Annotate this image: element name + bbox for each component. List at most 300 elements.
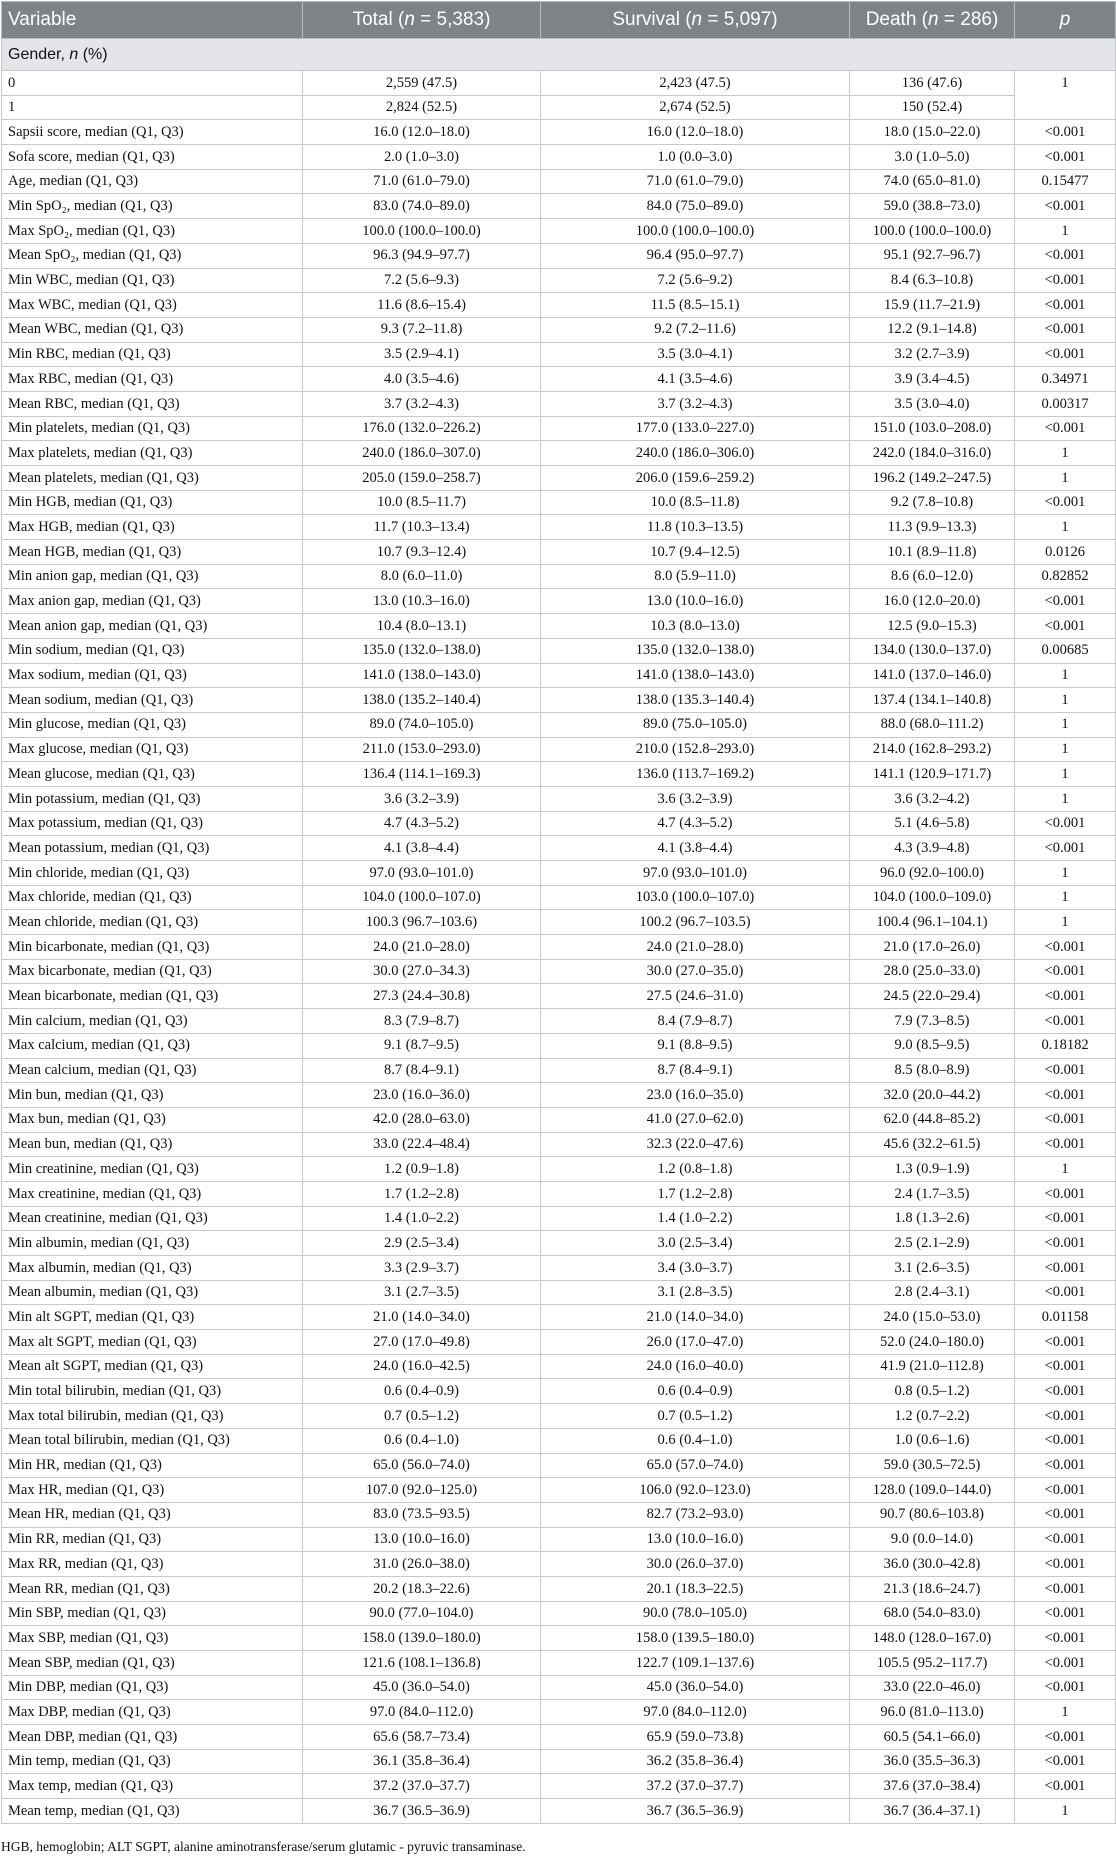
cell-variable: Min platelets, median (Q1, Q3) [2,416,303,441]
cell-survival: 27.5 (24.6–31.0) [541,984,850,1009]
cell-p-value: <0.001 [1015,1502,1116,1527]
cell-variable: Min RBC, median (Q1, Q3) [2,342,303,367]
table-row [2,71,1116,96]
table-row [2,268,1116,293]
table-row [2,1157,1116,1182]
cell-variable: Max temp, median (Q1, Q3) [2,1774,303,1799]
table-row [2,984,1116,1009]
cell-survival: 240.0 (186.0–306.0) [541,441,850,466]
cell-variable: Max potassium, median (Q1, Q3) [2,811,303,836]
cell-p-value: <0.001 [1015,342,1116,367]
cell-variable: Min temp, median (Q1, Q3) [2,1749,303,1774]
cell-total: 2.9 (2.5–3.4) [303,1231,541,1256]
cell-p-value: 1 [1015,762,1116,787]
table-row [2,466,1116,491]
cell-survival: 0.6 (0.4–1.0) [541,1428,850,1453]
cell-survival: 1.4 (1.0–2.2) [541,1206,850,1231]
cell-variable: 1 [2,95,303,120]
cell-death: 100.0 (100.0–100.0) [850,219,1015,244]
cell-survival: 141.0 (138.0–143.0) [541,663,850,688]
cell-p-value: <0.001 [1015,1675,1116,1700]
table-row [2,441,1116,466]
cell-survival: 1.2 (0.8–1.8) [541,1157,850,1182]
cell-total: 31.0 (26.0–38.0) [303,1552,541,1577]
cell-death: 90.7 (80.6–103.8) [850,1502,1015,1527]
cell-death: 8.4 (6.3–10.8) [850,268,1015,293]
table-row [2,1033,1116,1058]
cell-death: 18.0 (15.0–22.0) [850,120,1015,145]
cell-p-value: <0.001 [1015,614,1116,639]
cell-survival: 158.0 (139.5–180.0) [541,1626,850,1651]
cell-survival: 89.0 (75.0–105.0) [541,712,850,737]
cell-variable: Min sodium, median (Q1, Q3) [2,638,303,663]
table-row [2,490,1116,515]
table-row [2,1527,1116,1552]
cell-p-value: 0.00317 [1015,391,1116,416]
cell-variable: Max alt SGPT, median (Q1, Q3) [2,1330,303,1355]
cell-death: 62.0 (44.8–85.2) [850,1107,1015,1132]
header-survival: Survival (n = 5,097) [541,2,850,39]
table-row [2,712,1116,737]
cell-p-value: <0.001 [1015,1107,1116,1132]
cell-total: 2.0 (1.0–3.0) [303,145,541,170]
cell-total: 97.0 (93.0–101.0) [303,861,541,886]
cell-variable: Max anion gap, median (Q1, Q3) [2,589,303,614]
cell-total: 9.1 (8.7–9.5) [303,1033,541,1058]
cell-variable: Mean glucose, median (Q1, Q3) [2,762,303,787]
cell-death: 2.5 (2.1–2.9) [850,1231,1015,1256]
cell-survival: 26.0 (17.0–47.0) [541,1330,850,1355]
table-row [2,663,1116,688]
cell-variable: Mean bun, median (Q1, Q3) [2,1132,303,1157]
cell-p-value: 0.15477 [1015,169,1116,194]
cell-total: 13.0 (10.3–16.0) [303,589,541,614]
cell-total: 90.0 (77.0–104.0) [303,1601,541,1626]
cell-death: 24.5 (22.0–29.4) [850,984,1015,1009]
cell-total: 24.0 (21.0–28.0) [303,935,541,960]
cell-variable: Min potassium, median (Q1, Q3) [2,786,303,811]
cell-survival: 122.7 (109.1–137.6) [541,1651,850,1676]
cell-p-value: 1 [1015,786,1116,811]
cell-variable: Mean bicarbonate, median (Q1, Q3) [2,984,303,1009]
cell-total: 3.3 (2.9–3.7) [303,1256,541,1281]
cell-variable: Mean anion gap, median (Q1, Q3) [2,614,303,639]
cell-survival: 16.0 (12.0–18.0) [541,120,850,145]
table-row [2,1404,1116,1429]
table-row [2,1132,1116,1157]
cell-death: 3.5 (3.0–4.0) [850,391,1015,416]
cell-total: 9.3 (7.2–11.8) [303,317,541,342]
cell-total: 104.0 (100.0–107.0) [303,885,541,910]
cell-p-value: <0.001 [1015,1256,1116,1281]
cell-death: 36.7 (36.4–37.1) [850,1799,1015,1824]
cell-variable: Max SpO₂, median (Q1, Q3) [2,219,303,244]
cell-total: 65.6 (58.7–73.4) [303,1725,541,1750]
cell-total: 2,824 (52.5) [303,95,541,120]
cell-death: 137.4 (134.1–140.8) [850,688,1015,713]
baseline-characteristics-table [1,1,1116,1824]
cell-total: 3.7 (3.2–4.3) [303,391,541,416]
table-row [2,95,1116,120]
cell-variable: Mean HR, median (Q1, Q3) [2,1502,303,1527]
cell-variable: Mean chloride, median (Q1, Q3) [2,910,303,935]
cell-total: 141.0 (138.0–143.0) [303,663,541,688]
cell-survival: 106.0 (92.0–123.0) [541,1478,850,1503]
cell-variable: Mean DBP, median (Q1, Q3) [2,1725,303,1750]
cell-total: 0.6 (0.4–0.9) [303,1379,541,1404]
cell-variable: Max bun, median (Q1, Q3) [2,1107,303,1132]
cell-total: 11.6 (8.6–15.4) [303,293,541,318]
cell-death: 16.0 (12.0–20.0) [850,589,1015,614]
cell-total: 13.0 (10.0–16.0) [303,1527,541,1552]
cell-survival: 138.0 (135.3–140.4) [541,688,850,713]
table-row [2,1675,1116,1700]
cell-p-value: 1 [1015,1700,1116,1725]
cell-survival: 96.4 (95.0–97.7) [541,243,850,268]
cell-p-value: 1 [1015,219,1116,244]
cell-total: 97.0 (84.0–112.0) [303,1700,541,1725]
cell-total: 100.3 (96.7–103.6) [303,910,541,935]
cell-death: 141.1 (120.9–171.7) [850,762,1015,787]
cell-death: 24.0 (15.0–53.0) [850,1305,1015,1330]
cell-p-value: 0.82852 [1015,564,1116,589]
cell-total: 36.1 (35.8–36.4) [303,1749,541,1774]
cell-death: 136 (47.6) [850,71,1015,96]
cell-p-value: <0.001 [1015,1280,1116,1305]
table-row [2,120,1116,145]
cell-p-value: <0.001 [1015,1453,1116,1478]
cell-variable: Max total bilirubin, median (Q1, Q3) [2,1404,303,1429]
cell-p-value: <0.001 [1015,194,1116,219]
cell-death: 59.0 (30.5–72.5) [850,1453,1015,1478]
cell-death: 11.3 (9.9–13.3) [850,515,1015,540]
cell-death: 7.9 (7.3–8.5) [850,1009,1015,1034]
table-row [2,145,1116,170]
cell-survival: 10.7 (9.4–12.5) [541,540,850,565]
cell-total: 71.0 (61.0–79.0) [303,169,541,194]
cell-total: 96.3 (94.9–97.7) [303,243,541,268]
cell-total: 36.7 (36.5–36.9) [303,1799,541,1824]
cell-p-value: <0.001 [1015,1206,1116,1231]
table-row [2,1231,1116,1256]
cell-survival: 100.0 (100.0–100.0) [541,219,850,244]
cell-survival: 13.0 (10.0–16.0) [541,589,850,614]
cell-death: 9.2 (7.8–10.8) [850,490,1015,515]
cell-p-value: <0.001 [1015,317,1116,342]
table-row [2,638,1116,663]
cell-variable: Mean total bilirubin, median (Q1, Q3) [2,1428,303,1453]
cell-death: 242.0 (184.0–316.0) [850,441,1015,466]
cell-death: 74.0 (65.0–81.0) [850,169,1015,194]
table-row [2,935,1116,960]
cell-death: 45.6 (32.2–61.5) [850,1132,1015,1157]
cell-survival: 45.0 (36.0–54.0) [541,1675,850,1700]
cell-p-value: <0.001 [1015,1379,1116,1404]
cell-p-value: <0.001 [1015,1083,1116,1108]
cell-death: 2.8 (2.4–3.1) [850,1280,1015,1305]
table-row [2,762,1116,787]
cell-variable: Min RR, median (Q1, Q3) [2,1527,303,1552]
cell-survival: 3.7 (3.2–4.3) [541,391,850,416]
cell-death: 3.2 (2.7–3.9) [850,342,1015,367]
cell-total: 33.0 (22.4–48.4) [303,1132,541,1157]
cell-p-value: <0.001 [1015,490,1116,515]
table-row [2,1354,1116,1379]
cell-p-value: 1 [1015,466,1116,491]
cell-p-value: <0.001 [1015,1725,1116,1750]
cell-variable: Mean potassium, median (Q1, Q3) [2,836,303,861]
cell-p-value: 1 [1015,1157,1116,1182]
cell-p-value: <0.001 [1015,268,1116,293]
cell-survival: 2,674 (52.5) [541,95,850,120]
cell-p-value: <0.001 [1015,145,1116,170]
cell-survival: 65.0 (57.0–74.0) [541,1453,850,1478]
cell-p-value: <0.001 [1015,120,1116,145]
cell-total: 1.7 (1.2–2.8) [303,1181,541,1206]
table-row [2,1478,1116,1503]
cell-variable: Min bun, median (Q1, Q3) [2,1083,303,1108]
table-row [2,1206,1116,1231]
cell-p-value: <0.001 [1015,984,1116,1009]
cell-variable: Min alt SGPT, median (Q1, Q3) [2,1305,303,1330]
cell-p-value: <0.001 [1015,1404,1116,1429]
table-row [2,540,1116,565]
table-row [2,1280,1116,1305]
cell-p-value: <0.001 [1015,1181,1116,1206]
table-row [2,786,1116,811]
cell-death: 1.8 (1.3–2.6) [850,1206,1015,1231]
cell-p-value: <0.001 [1015,811,1116,836]
table-footnote: HGB, hemoglobin; ALT SGPT, alanine aminotransferase/serum glutamic - pyruvic transaminase. [1,1839,526,1854]
cell-death: 59.0 (38.8–73.0) [850,194,1015,219]
table-row [2,885,1116,910]
cell-total: 1.2 (0.9–1.8) [303,1157,541,1182]
cell-variable: Min SBP, median (Q1, Q3) [2,1601,303,1626]
table-body [2,39,1116,1824]
cell-death: 150 (52.4) [850,95,1015,120]
cell-p-value: 1 [1015,688,1116,713]
cell-variable: Min HR, median (Q1, Q3) [2,1453,303,1478]
cell-death: 8.6 (6.0–12.0) [850,564,1015,589]
cell-death: 1.3 (0.9–1.9) [850,1157,1015,1182]
cell-survival: 9.1 (8.8–9.5) [541,1033,850,1058]
table-row [2,515,1116,540]
table-row [2,219,1116,244]
cell-survival: 100.2 (96.7–103.5) [541,910,850,935]
cell-survival: 82.7 (73.2–93.0) [541,1502,850,1527]
cell-survival: 7.2 (5.6–9.2) [541,268,850,293]
header-death: Death (n = 286) [850,2,1015,39]
cell-death: 32.0 (20.0–44.2) [850,1083,1015,1108]
cell-total: 11.7 (10.3–13.4) [303,515,541,540]
table-row [2,416,1116,441]
cell-p-value: 1 [1015,71,1116,120]
cell-total: 4.0 (3.5–4.6) [303,367,541,392]
cell-death: 52.0 (24.0–180.0) [850,1330,1015,1355]
cell-variable: Max DBP, median (Q1, Q3) [2,1700,303,1725]
cell-total: 83.0 (74.0–89.0) [303,194,541,219]
cell-survival: 97.0 (93.0–101.0) [541,861,850,886]
cell-p-value: 1 [1015,861,1116,886]
cell-variable: Max SBP, median (Q1, Q3) [2,1626,303,1651]
cell-variable: Max sodium, median (Q1, Q3) [2,663,303,688]
cell-total: 45.0 (36.0–54.0) [303,1675,541,1700]
cell-variable: 0 [2,71,303,96]
cell-total: 0.7 (0.5–1.2) [303,1404,541,1429]
cell-death: 36.0 (35.5–36.3) [850,1749,1015,1774]
cell-total: 23.0 (16.0–36.0) [303,1083,541,1108]
cell-p-value: 1 [1015,663,1116,688]
cell-p-value: <0.001 [1015,1576,1116,1601]
cell-survival: 8.0 (5.9–11.0) [541,564,850,589]
cell-total: 21.0 (14.0–34.0) [303,1305,541,1330]
cell-survival: 4.1 (3.5–4.6) [541,367,850,392]
cell-variable: Min DBP, median (Q1, Q3) [2,1675,303,1700]
cell-death: 214.0 (162.8–293.2) [850,737,1015,762]
cell-total: 138.0 (135.2–140.4) [303,688,541,713]
cell-total: 7.2 (5.6–9.3) [303,268,541,293]
cell-survival: 11.8 (10.3–13.5) [541,515,850,540]
cell-death: 3.6 (3.2–4.2) [850,786,1015,811]
table-row [2,1749,1116,1774]
cell-total: 89.0 (74.0–105.0) [303,712,541,737]
cell-death: 1.0 (0.6–1.6) [850,1428,1015,1453]
table-row [2,861,1116,886]
cell-p-value: <0.001 [1015,1478,1116,1503]
cell-death: 151.0 (103.0–208.0) [850,416,1015,441]
cell-total: 0.6 (0.4–1.0) [303,1428,541,1453]
cell-variable: Mean alt SGPT, median (Q1, Q3) [2,1354,303,1379]
cell-total: 27.3 (24.4–30.8) [303,984,541,1009]
cell-death: 33.0 (22.0–46.0) [850,1675,1015,1700]
cell-total: 30.0 (27.0–34.3) [303,959,541,984]
cell-p-value: <0.001 [1015,1552,1116,1577]
cell-total: 121.6 (108.1–136.8) [303,1651,541,1676]
cell-death: 37.6 (37.0–38.4) [850,1774,1015,1799]
table-row [2,1453,1116,1478]
cell-survival: 4.7 (4.3–5.2) [541,811,850,836]
cell-p-value: <0.001 [1015,1601,1116,1626]
table-row [2,1330,1116,1355]
cell-total: 8.0 (6.0–11.0) [303,564,541,589]
cell-variable: Min bicarbonate, median (Q1, Q3) [2,935,303,960]
cell-p-value: 0.34971 [1015,367,1116,392]
cell-p-value: <0.001 [1015,1527,1116,1552]
cell-survival: 97.0 (84.0–112.0) [541,1700,850,1725]
header-row [2,2,1116,39]
cell-variable: Max glucose, median (Q1, Q3) [2,737,303,762]
cell-variable: Min SpO₂, median (Q1, Q3) [2,194,303,219]
cell-p-value: 1 [1015,712,1116,737]
table-row [2,1379,1116,1404]
cell-death: 60.5 (54.1–66.0) [850,1725,1015,1750]
cell-death: 3.0 (1.0–5.0) [850,145,1015,170]
table-row [2,1601,1116,1626]
cell-variable: Max RBC, median (Q1, Q3) [2,367,303,392]
section-row-gender [2,39,1116,71]
cell-p-value: <0.001 [1015,1009,1116,1034]
cell-survival: 1.7 (1.2–2.8) [541,1181,850,1206]
cell-p-value: <0.001 [1015,1651,1116,1676]
cell-variable: Min total bilirubin, median (Q1, Q3) [2,1379,303,1404]
cell-total: 158.0 (139.0–180.0) [303,1626,541,1651]
cell-total: 16.0 (12.0–18.0) [303,120,541,145]
table-row [2,1083,1116,1108]
cell-total: 135.0 (132.0–138.0) [303,638,541,663]
table-row [2,1552,1116,1577]
cell-survival: 4.1 (3.8–4.4) [541,836,850,861]
table-row [2,688,1116,713]
table-row [2,1651,1116,1676]
cell-p-value: <0.001 [1015,243,1116,268]
table-row [2,391,1116,416]
cell-survival: 2,423 (47.5) [541,71,850,96]
cell-p-value: 0.00685 [1015,638,1116,663]
cell-death: 104.0 (100.0–109.0) [850,885,1015,910]
cell-death: 105.5 (95.2–117.7) [850,1651,1015,1676]
table-row [2,1009,1116,1034]
cell-p-value: <0.001 [1015,959,1116,984]
cell-variable: Min glucose, median (Q1, Q3) [2,712,303,737]
table-row [2,589,1116,614]
cell-survival: 136.0 (113.7–169.2) [541,762,850,787]
table-row [2,1626,1116,1651]
cell-total: 107.0 (92.0–125.0) [303,1478,541,1503]
table-row [2,737,1116,762]
cell-p-value: <0.001 [1015,935,1116,960]
cell-variable: Max chloride, median (Q1, Q3) [2,885,303,910]
cell-survival: 3.4 (3.0–3.7) [541,1256,850,1281]
table-row [2,1305,1116,1330]
table-row [2,169,1116,194]
cell-survival: 20.1 (18.3–22.5) [541,1576,850,1601]
cell-survival: 3.0 (2.5–3.4) [541,1231,850,1256]
cell-total: 3.6 (3.2–3.9) [303,786,541,811]
table-row [2,564,1116,589]
cell-p-value: <0.001 [1015,589,1116,614]
cell-death: 4.3 (3.9–4.8) [850,836,1015,861]
cell-survival: 3.6 (3.2–3.9) [541,786,850,811]
cell-p-value: <0.001 [1015,293,1116,318]
cell-survival: 0.7 (0.5–1.2) [541,1404,850,1429]
cell-survival: 9.2 (7.2–11.6) [541,317,850,342]
table-row [2,1725,1116,1750]
cell-variable: Max platelets, median (Q1, Q3) [2,441,303,466]
cell-p-value: 1 [1015,910,1116,935]
cell-p-value: <0.001 [1015,836,1116,861]
table-row [2,1799,1116,1824]
table-row [2,1181,1116,1206]
cell-p-value: 1 [1015,885,1116,910]
cell-survival: 84.0 (75.0–89.0) [541,194,850,219]
table-row [2,293,1116,318]
cell-variable: Mean platelets, median (Q1, Q3) [2,466,303,491]
table-row [2,367,1116,392]
cell-survival: 24.0 (16.0–40.0) [541,1354,850,1379]
cell-variable: Max RR, median (Q1, Q3) [2,1552,303,1577]
cell-total: 10.4 (8.0–13.1) [303,614,541,639]
cell-variable: Sofa score, median (Q1, Q3) [2,145,303,170]
cell-variable: Min chloride, median (Q1, Q3) [2,861,303,886]
cell-total: 240.0 (186.0–307.0) [303,441,541,466]
cell-total: 37.2 (37.0–37.7) [303,1774,541,1799]
cell-death: 9.0 (0.0–14.0) [850,1527,1015,1552]
cell-total: 4.1 (3.8–4.4) [303,836,541,861]
cell-survival: 103.0 (100.0–107.0) [541,885,850,910]
cell-death: 21.3 (18.6–24.7) [850,1576,1015,1601]
cell-total: 42.0 (28.0–63.0) [303,1107,541,1132]
table-row [2,342,1116,367]
